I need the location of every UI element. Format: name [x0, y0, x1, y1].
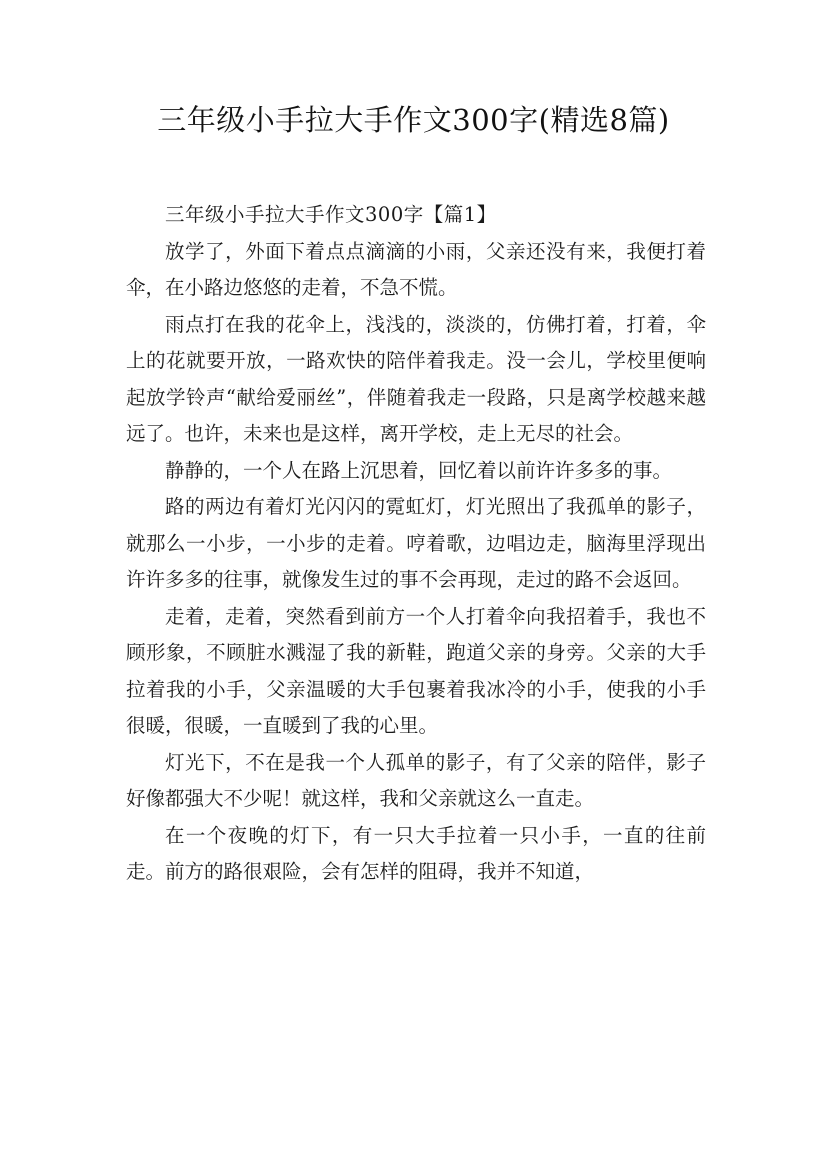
- paragraph: 在一个夜晚的灯下，有一只大手拉着一只小手，一直的往前走。前方的路很艰险，会有怎样的阻碍，我并不知道，: [126, 823, 706, 883]
- paragraph: 路的两边有着灯光闪闪的霓虹灯，灯光照出了我孤单的影子，就那么一小步，一小步的走着。哼着歌，边唱边走，脑海里浮现出许许多多的往事，就像发生过的事不会再现，走过的路不会返回。: [126, 495, 706, 591]
- document-body: [126, 197, 706, 891]
- paragraph: 走着，走着，突然看到前方一个人打着伞向我招着手，我也不顾形象，不顾脏水溅湿了我的新鞋，跑道父亲的身旁。父亲的大手拉着我的小手，父亲温暖的大手包裹着我冰冷的小手，使我的小手很暖，很暖，一直暖到了我的心里。: [126, 604, 706, 737]
- paragraph: 灯光下，不在是我一个人孤单的影子，有了父亲的陪伴，影子好像都强大不少呢！就这样，我和父亲就这么一直走。: [126, 750, 706, 810]
- paragraph: 静静的，一个人在路上沉思着，回忆着以前许许多多的事。: [165, 458, 673, 482]
- document-title: 三年级小手拉大手作文300字(精选8篇): [157, 103, 670, 137]
- section-heading: 三年级小手拉大手作文300字【篇1】: [165, 203, 497, 226]
- paragraph: 放学了，外面下着点点滴滴的小雨，父亲还没有来，我便打着伞，在小路边悠悠的走着，不急不慌。: [126, 239, 706, 299]
- paragraph: 雨点打在我的花伞上，浅浅的，淡淡的，仿佛打着，打着，伞上的花就要开放，一路欢快的陪伴着我走。没一会儿，学校里便响起放学铃声“献给爱丽丝”，伴随着我走一段路，只是离学校越来越远了。也许，未来也是这样，离开学校，走上无尽的社会。: [126, 312, 706, 445]
